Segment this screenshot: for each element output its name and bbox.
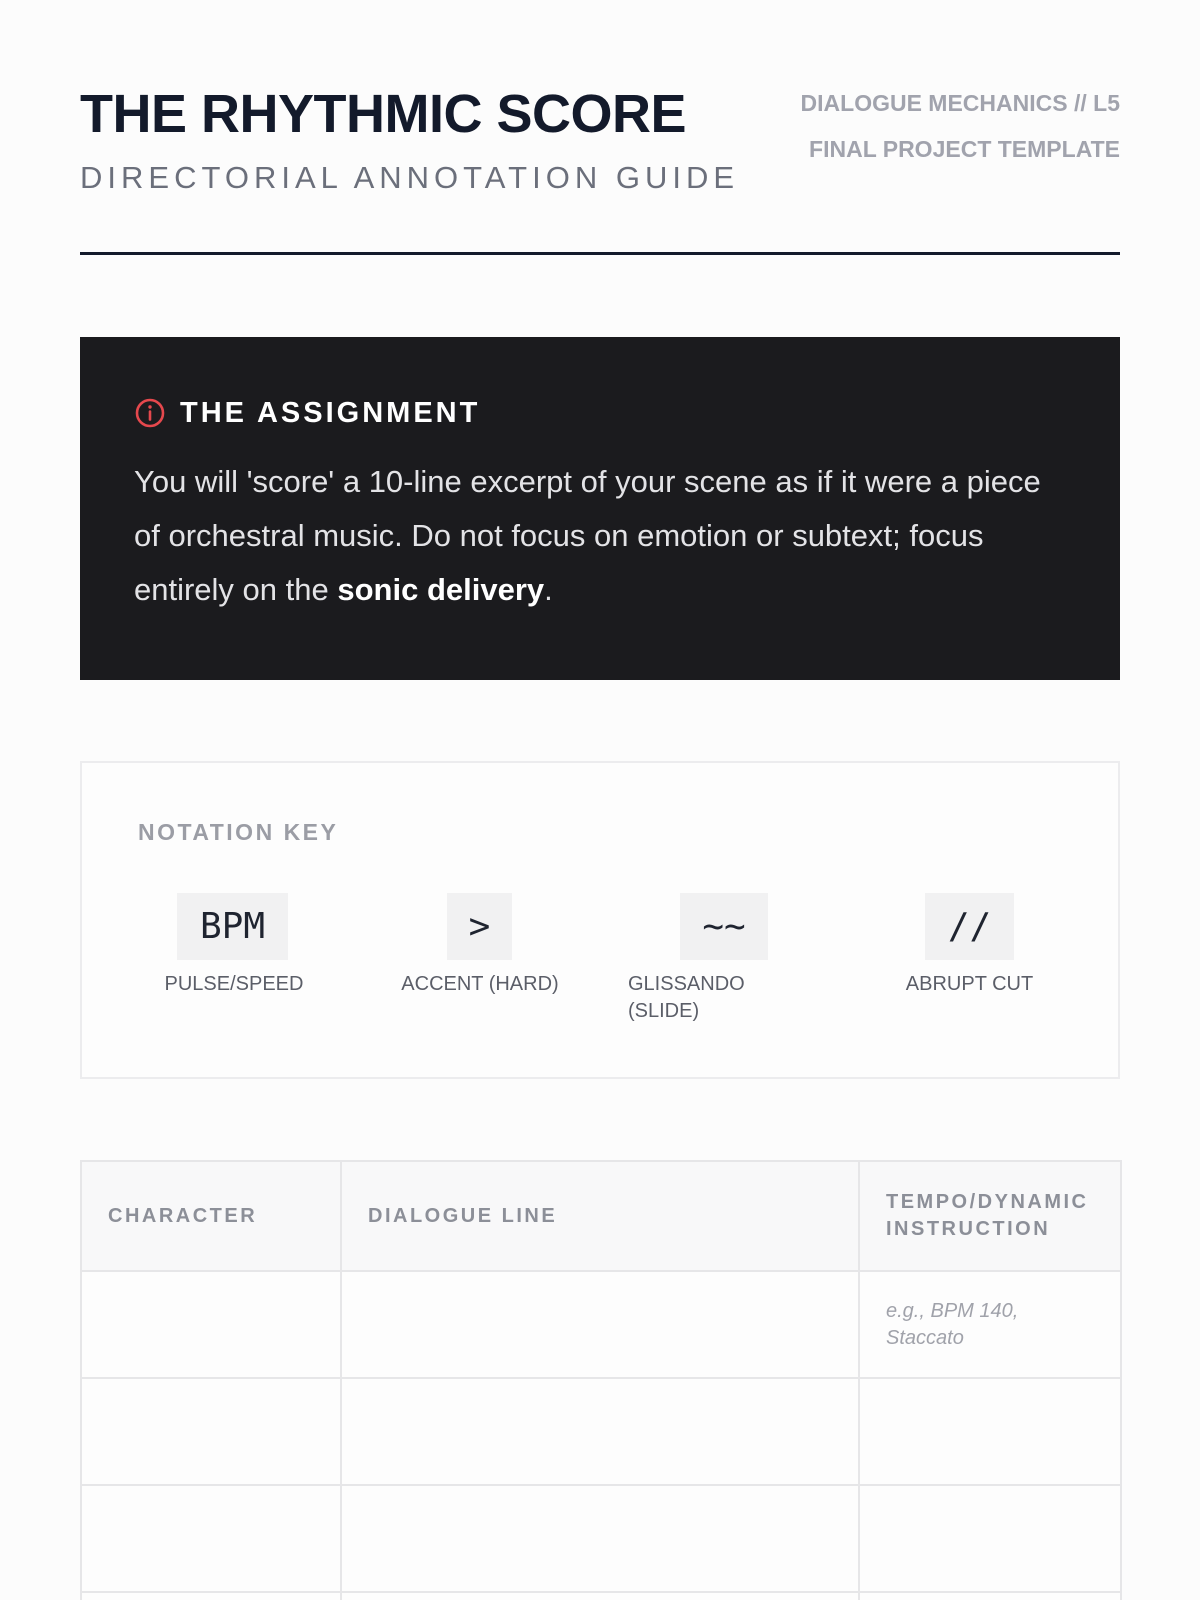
notation-key-panel xyxy=(80,761,1120,1079)
table-header-row xyxy=(81,1161,1121,1271)
tempo-hint: e.g., BPM 140, Staccato xyxy=(886,1299,1019,1349)
tempo-cell[interactable] xyxy=(859,1485,1121,1592)
table-row xyxy=(81,1485,1121,1592)
score-table xyxy=(80,1160,1122,1600)
assignment-header xyxy=(134,393,1066,433)
assignment-text-lead: You will 'score' a 10-line excerpt of your scene as if it were a piece of orchestral music. Do not focus on emotion or subtext; focus entirely on the xyxy=(134,464,1041,607)
character-cell[interactable] xyxy=(81,1592,341,1600)
table-row xyxy=(81,1378,1121,1485)
assignment-text xyxy=(134,455,1074,617)
page-title: THE RHYTHMIC SCORE xyxy=(80,84,687,144)
accent-symbol: > xyxy=(447,893,512,960)
character-cell[interactable] xyxy=(81,1378,341,1485)
page-subtitle: DIRECTORIAL ANNOTATION GUIDE xyxy=(80,160,740,195)
accent-label: ACCENT (HARD) xyxy=(401,973,559,995)
character-cell[interactable] xyxy=(81,1485,341,1592)
header xyxy=(80,0,1120,256)
tempo-cell[interactable] xyxy=(859,1592,1121,1600)
tempo-cell[interactable] xyxy=(859,1378,1121,1485)
dialogue-cell[interactable] xyxy=(341,1592,859,1600)
assignment-text-end: . xyxy=(544,572,553,607)
course-code: DIALOGUE MECHANICS // L5 xyxy=(800,90,1120,116)
column-header-dialogue: DIALOGUE LINE xyxy=(341,1161,859,1271)
bpm-label: PULSE/SPEED xyxy=(164,973,304,995)
glissando-label: GLISSANDO (SLIDE) xyxy=(628,973,745,1022)
dialogue-cell[interactable] xyxy=(341,1378,859,1485)
column-header-tempo: TEMPO/DYNAMIC INSTRUCTION xyxy=(859,1161,1121,1271)
table-row xyxy=(81,1592,1121,1600)
tempo-cell[interactable] xyxy=(859,1271,1121,1378)
header-divider xyxy=(80,252,1120,255)
template-label: FINAL PROJECT TEMPLATE xyxy=(809,136,1120,162)
course-meta xyxy=(801,80,1120,172)
table-row xyxy=(81,1271,1121,1378)
column-header-character: CHARACTER xyxy=(81,1161,341,1271)
assignment-panel xyxy=(80,337,1120,680)
assignment-title: THE ASSIGNMENT xyxy=(180,396,481,429)
abrupt-cut-label: ABRUPT CUT xyxy=(905,973,1034,995)
assignment-emphasis: sonic delivery xyxy=(337,572,545,607)
page xyxy=(80,0,1120,1349)
bpm-symbol: BPM xyxy=(177,893,288,960)
character-cell[interactable] xyxy=(81,1271,341,1378)
abrupt-cut-symbol: // xyxy=(925,893,1014,960)
dialogue-cell[interactable] xyxy=(341,1271,859,1378)
dialogue-cell[interactable] xyxy=(341,1485,859,1592)
info-circle-icon xyxy=(134,397,166,429)
notation-key-title: NOTATION KEY xyxy=(138,819,339,845)
glissando-symbol: ~~ xyxy=(680,893,768,960)
